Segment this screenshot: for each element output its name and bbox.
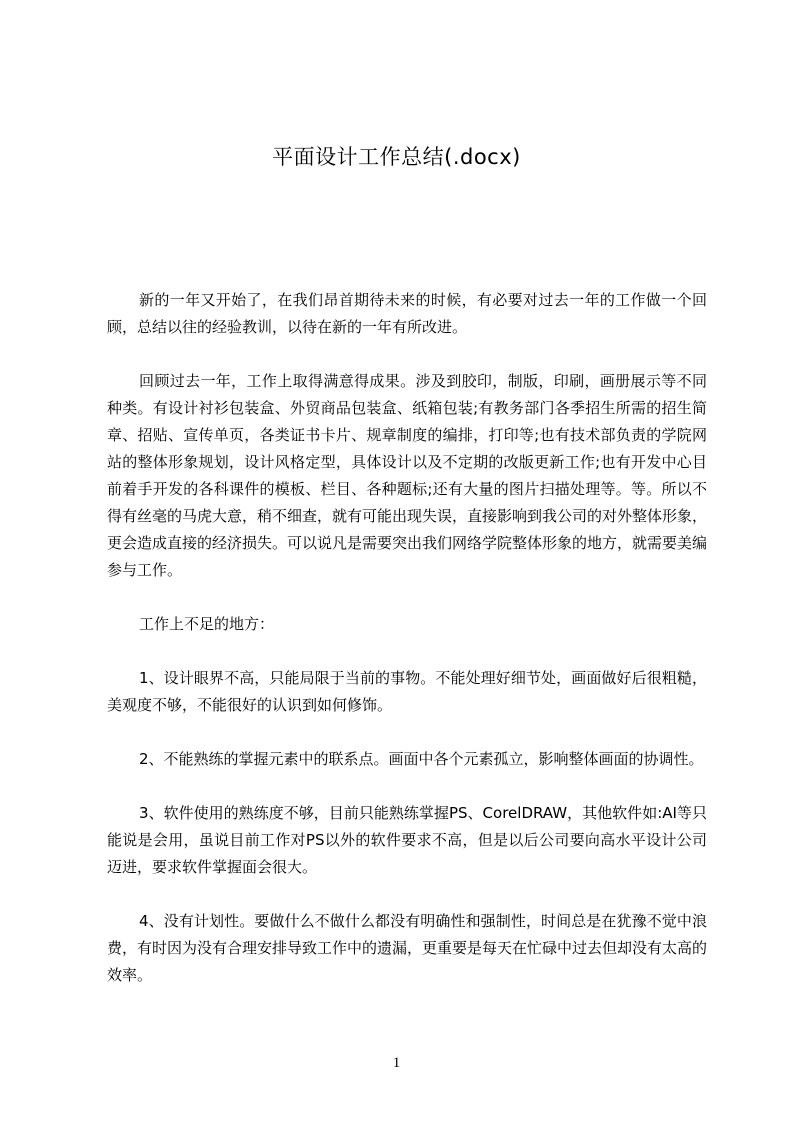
paragraph-review: 回顾过去一年，工作上取得满意得成果。涉及到胶印，制版，印刷，画册展示等不同种类。有设计衬衫包装盒、外贸商品包装盒、纸箱包装;有教务部门各季招生所需的招生简章、招贴、宣传单页，各类证书卡片、规章制度的编排，打印等;也有技术部负责的学院网站的整体形象规划，设计风格定型，具体设计以及不定期的改版更新工作;也有开发中心目前着手开发的各科课件的模板、栏目、各种题标;还有大量的图片扫描处理等。等。所以不得有丝毫的马虎大意，稍不细查，就有可能出现失误，直接影响到我公司的对外整体形象，更会造成直接的经济损失。可以说凡是需要突出我们网络学院整体形象的地方，就需要美编参与工作。 <box>107 372 708 579</box>
document-title: 平面设计工作总结(.docx) <box>272 145 521 169</box>
paragraph-intro: 新的一年又开始了，在我们昂首期待未来的时候，有必要对过去一年的工作做一个回顾，总结以往的经验教训，以待在新的一年有所改进。 <box>107 291 707 336</box>
paragraph-point-2: 2、不能熟练的掌握元素中的联系点。画面中各个元素孤立，影响整体画面的协调性。 <box>139 750 704 768</box>
paragraph-shortcomings-heading: 工作上不足的地方： <box>139 615 275 633</box>
paragraph-point-4: 4、没有计划性。要做什么不做什么都没有明确性和强制性，时间总是在犹豫不觉中浪费，有时因为没有合理安排导致工作中的遗漏，更重要是每天在忙碌中过去但却没有太高的效率。 <box>107 912 708 984</box>
page-number: 1 <box>392 1055 401 1071</box>
document-body <box>107 287 707 1016</box>
paragraph-point-1: 1、设计眼界不高，只能局限于当前的事物。不能处理好细节处，画面做好后很粗糙，美观度不够，不能很好的认识到如何修饰。 <box>107 669 707 714</box>
paragraph-point-3: 3、软件使用的熟练度不够，目前只能熟练掌握PS、CorelDRAW，其他软件如:AI等只能说是会用，虽说目前工作对PS以外的软件要求不高，但是以后公司要向高水平设计公司迈进，要求软件掌握面会很大。 <box>107 804 707 876</box>
